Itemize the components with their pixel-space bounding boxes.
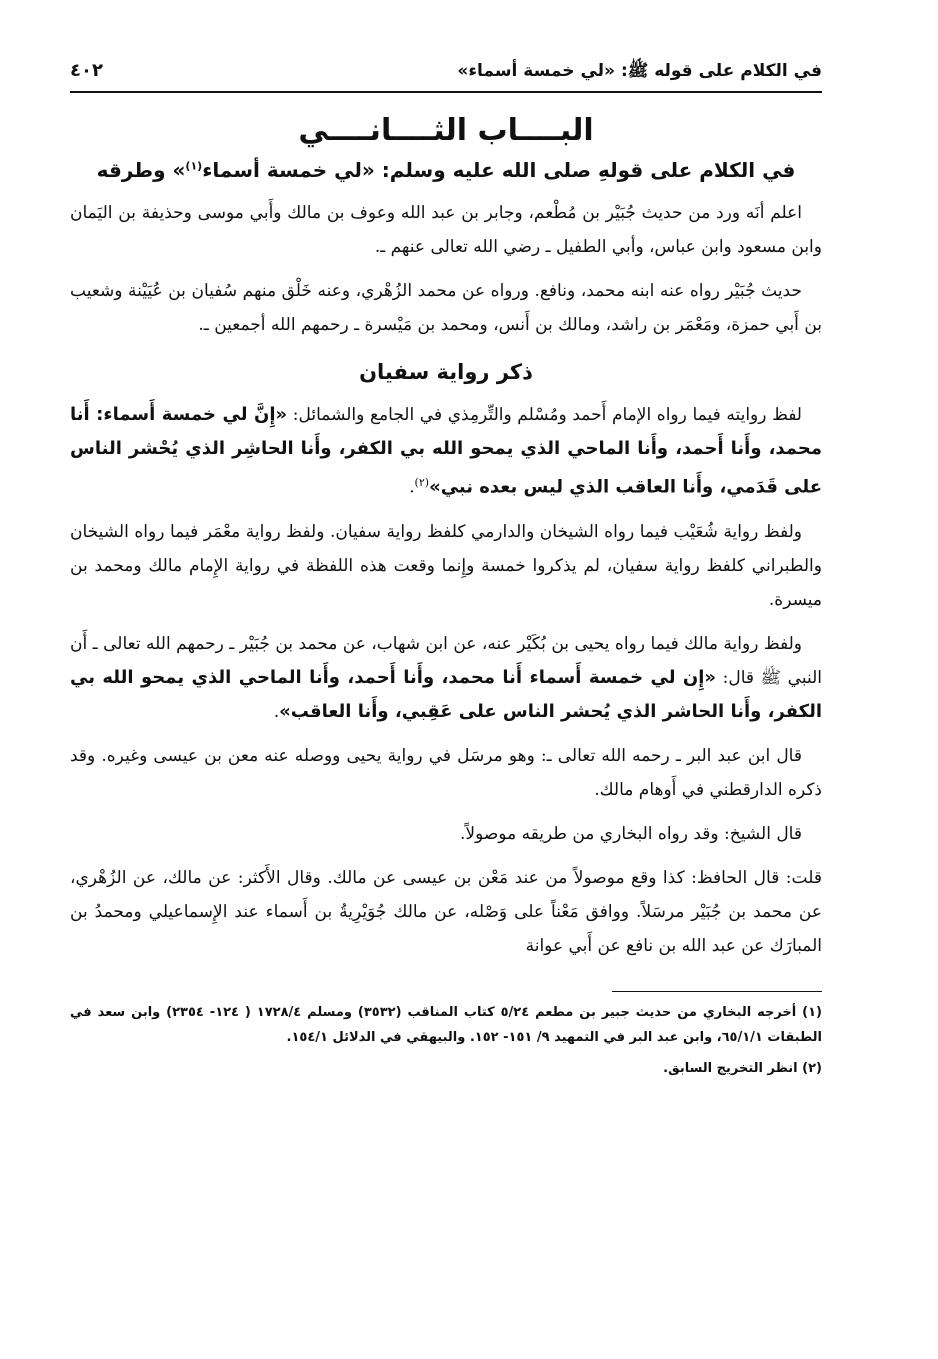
running-header [70, 60, 822, 93]
hadith-quote: «إِن لي خمسة أَسماء أَنا محمد، وأَنا أَحمد، وأَنا الماحي الذي يمحو الله بي الكفر، وأَنا الحاشر الذي يُحشر الناس على عَقِبي، وأَنا العاقب» [70, 666, 822, 722]
section-title: ذكر رواية سفيان [359, 360, 533, 384]
section-paragraph-1 [70, 398, 822, 505]
footnote-divider [612, 991, 822, 992]
chapter-subtitle-end: » وطرقه [96, 158, 186, 182]
paragraph-lead: ولفظ رواية مالك فيما رواه يحيى بن بُكَيْر عنه، عن ابن شهاب، عن محمد بن جُبَيْر ـ رحمهم الله تعالى ـ أَن النبي ﷺ قال: [70, 633, 822, 688]
page [70, 60, 822, 1087]
page-number: ٤٠٢ [70, 60, 103, 81]
section-paragraph-6: قلت: قال الحافظ: كذا وقع موصولاً من عند مَعْن بن عيسى عن مالك. وقال الأَكثر: عن مالك، عن الزُهْري، عن محمد بن جُبَيْر مرسَلاً. ووافق مَعْناً على وَصْله، عن مالك جُوَيْرِيةُ بن أَسماء عند الإِسماعيلي ومحمدُ بن المبارَك عن عبد الله بن نافع عن أَبي عوانة [70, 867, 822, 956]
section-paragraph-5: قال الشيخ: وقد رواه البخاري من طريقه موصولاً. [459, 823, 802, 844]
footnote-2: (٢) انظر التخريج السابق. [663, 1060, 822, 1076]
intro-paragraph-1: اعلم أنَه ورد من حديث جُبَيْر بن مُطْعم، وجابر بن عبد الله وعوف بن مالك وأَبي موسى وحذيفة بن اليَمان وابن مسعود وابن عباس، وأبي الطفيل ـ رضي الله تعالى عنهم ـ. [70, 203, 822, 257]
paragraph-end: . [273, 701, 280, 722]
footnote-ref-1[interactable]: (١) [185, 159, 203, 173]
hadith-quote: «إِنَّ لي خمسة أَسماء: أَنا محمد، وأَنا أَحمد، وأَنا الماحي الذي يمحو الله بي الكفر، وأَنا الحاشِر الذي يُحْشر الناس على قَدَمي، وأَنا العاقب الذي ليس بعده نبي» [70, 404, 822, 498]
chapter-subtitle [70, 158, 822, 182]
section-paragraph-4: قال ابن عبد البر ـ رحمه الله تعالى ـ: وهو مرسَل في رواية يحيى ووصله عنه معن بن عيسى وغيره. وقد ذكره الدارقطني في أَوهام مالك. [70, 745, 822, 800]
chapter-title: البــــاب الثــــانــــي [298, 113, 594, 148]
chapter-subtitle-text: في الكلام على قولهِ صلى الله عليه وسلم: «لي خمسة أسماء [202, 158, 796, 182]
paragraph-lead: لفظ روايته فيما رواه الإمام أَحمد ومُسْلم والتِّرمِذي في الجامع والشمائل: [287, 405, 802, 425]
footnote-ref-2[interactable]: (٢) [414, 476, 430, 489]
paragraph-end: . [409, 477, 415, 498]
running-title: في الكلام على قوله ﷺ: «لي خمسة أسماء» [457, 61, 822, 81]
section-paragraph-2: ولفظ رواية شُعَيْب فيما رواه الشيخان والدارمي كلفظ رواية سفيان. ولفظ رواية معْمَر فيما رواه الشيخان والطبراني كلفظ رواية سفيان، لم يذكروا خمسة وإِنما وقعت هذه اللفظة في رواية الإِمام مالك ومحمد بن ميسرة. [70, 521, 822, 610]
section-paragraph-3 [70, 627, 822, 729]
intro-paragraph-2: حديث جُبَيْر رواه عنه ابنه محمد، ونافع. ورواه عن محمد الزُهْري، وعنه خَلْق منهم سُفيان بن عُيَيْنة وشعيب بن أَبي حمزة، ومَعْمَر بن راشد، ومالك بن أَنس، ومحمد بن مَيْسرة ـ رحمهم الله أجمعين ـ. [70, 281, 822, 335]
footnote-1: (١) أخرجه البخاري من حديث جبير بن مطعم ٥/٢٤ كتاب المناقب (٣٥٣٢) ومسلم ١٧٢٨/٤ ( ١٢٤- ٢٣٥٤) وابن سعد في الطبقات ٦٥/١/١، وابن عبد البر في التمهيد ٩/ ١٥١- ١٥٢. والبيهقي في الدلائل ١٥٤/١. [70, 1004, 822, 1045]
